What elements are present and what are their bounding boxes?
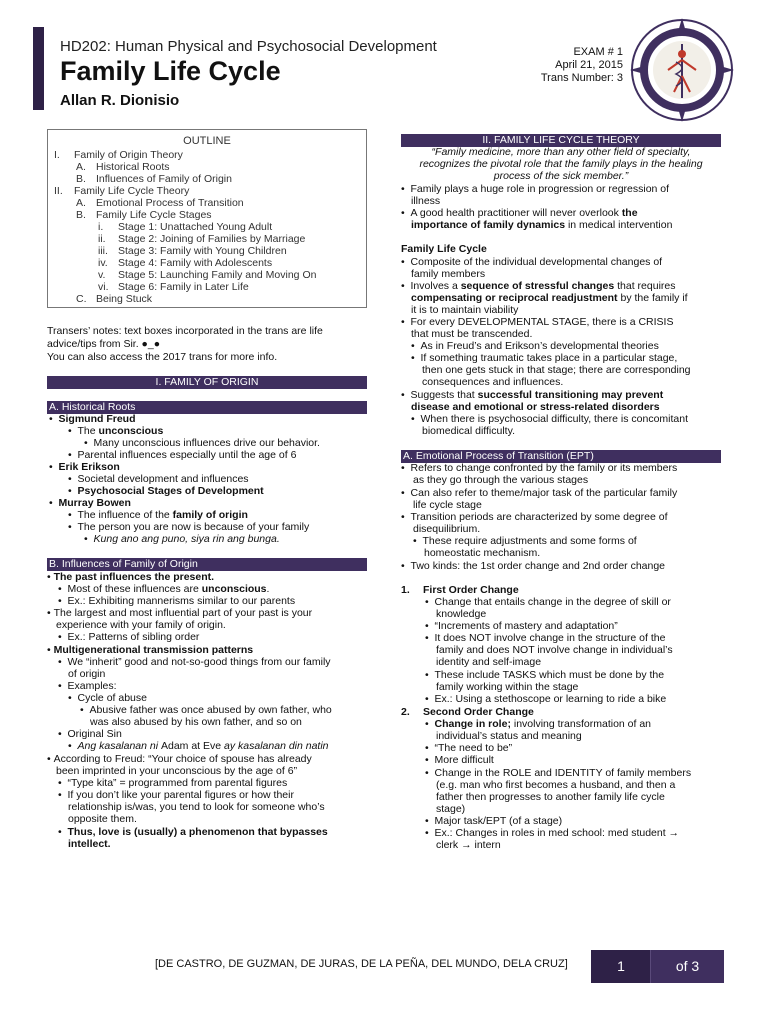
list-item: • Change in the ROLE and IDENTITY of family members xyxy=(425,767,692,779)
header-accent-bar xyxy=(33,27,44,110)
list-item-cont: experience with your family of origin. xyxy=(56,619,226,631)
list-item: • Ex.: Patterns of sibling order xyxy=(58,631,200,643)
list-item: • Suggests that successful transitioning may prevent xyxy=(401,389,664,401)
list-item: • Can also refer to theme/major task of the particular family xyxy=(401,487,678,499)
numbered-heading: Second Order Change xyxy=(423,706,534,718)
numbered-marker: 2. xyxy=(401,706,410,718)
list-item-cont: life cycle stage xyxy=(413,499,482,511)
author-name: Allan R. Dionisio xyxy=(60,92,180,109)
numbered-heading: First Order Change xyxy=(423,584,519,596)
page-title: Family Life Cycle xyxy=(60,56,281,86)
trans-number: Trans Number: 3 xyxy=(540,72,623,84)
list-item: • These include TASKS which must be done by the xyxy=(425,669,665,681)
list-item-cont: then one gets stuck in that stage; there are corresponding xyxy=(422,364,691,376)
list-item: • Multigenerational transmission patterns xyxy=(47,644,254,656)
list-item: • Transition periods are characterized by some degree of xyxy=(401,511,668,523)
list-item: • If something traumatic takes place in a particular stage, xyxy=(411,352,678,364)
list-item: • A good health practitioner will never overlook the xyxy=(401,207,638,219)
list-item-cont: that must be transcended. xyxy=(411,328,533,340)
list-item-cont: it is to maintain viability xyxy=(411,304,519,316)
outline-box: OUTLINE I. Family of Origin Theory A. Historical Roots B. Influences of Family of Origin II. Family Life Cycle Theory A. Emotional Process of Transition B. Family Life Cycle Stages i. Stage 1: Unattached Young Adult ii. Stage 2: Joining of Families by Marriage iii. Stage 3: Family with Young Children iv. Stage 4: Family with Adolescents v. Stage 5: Launching Family and Moving On vi. Stage 6: Family in Later Life C. Being Stuck xyxy=(47,129,367,308)
list-item-cont: intellect. xyxy=(68,838,111,850)
list-item: • Parental influences especially until the age of 6 xyxy=(68,449,297,461)
list-item-cont: individual’s status and meaning xyxy=(436,730,582,742)
notes-line: advice/tips from Sir. ●_● xyxy=(47,338,161,350)
list-item-cont: opposite them. xyxy=(68,813,137,825)
list-item-cont: homeostatic mechanism. xyxy=(424,547,541,559)
list-item: • When there is psychosocial difficulty, there is concomitant xyxy=(411,413,688,425)
list-item: • Murray Bowen xyxy=(49,497,131,509)
list-item: • Cycle of abuse xyxy=(68,692,147,704)
notes-line: Transers’ notes: text boxes incorporated in the trans are life xyxy=(47,325,323,337)
list-item: • The influence of the family of origin xyxy=(68,509,248,521)
subsection-header-ept: A. Emotional Process of Transition (EPT) xyxy=(401,450,721,463)
list-item: • Most of these influences are unconscious. xyxy=(58,583,270,595)
list-item: • Sigmund Freud xyxy=(49,413,136,425)
list-item-cont: identity and self-image xyxy=(436,656,542,668)
list-item: • The past influences the present. xyxy=(47,571,215,583)
list-item-cont: knowledge xyxy=(436,608,487,620)
list-item-cont: biomedical difficulty. xyxy=(422,425,515,437)
quote-line: “Family medicine, more than any other field of specialty, xyxy=(431,146,691,158)
list-item: • As in Freud’s and Erikson’s developmental theories xyxy=(411,340,659,352)
course-title: HD202: Human Physical and Psychosocial Development xyxy=(60,38,437,55)
list-item-cont: disequilibrium. xyxy=(413,523,481,535)
section-header-family-life-cycle: II. FAMILY LIFE CYCLE THEORY xyxy=(401,134,721,147)
exam-date: April 21, 2015 xyxy=(555,59,623,71)
list-item: • Composite of the individual developmental changes of xyxy=(401,256,663,268)
list-item: • Involves a sequence of stressful changes that requires xyxy=(401,280,676,292)
list-item: • Examples: xyxy=(58,680,117,692)
notes-line: You can also access the 2017 trans for more info. xyxy=(47,351,278,363)
list-item-cont: father then progresses to another family life cycle xyxy=(436,791,665,803)
list-item: • Ex.: Changes in roles in med school: med student → xyxy=(425,827,680,839)
list-item-cont: relationship is/was, you tend to look for someone who’s xyxy=(68,801,325,813)
list-item: • Abusive father was once abused by own father, who xyxy=(80,704,332,716)
list-item: • Change in role; involving transformation of an xyxy=(425,718,652,730)
page-number: 1 xyxy=(617,958,625,974)
subsection-header-influences: B. Influences of Family of Origin xyxy=(47,558,367,571)
list-item-cont: as they go through the various stages xyxy=(413,474,589,486)
list-item: • The person you are now is because of your family xyxy=(68,521,310,533)
list-item: • These require adjustments and some forms of xyxy=(413,535,637,547)
list-item-cont: (e.g. man who first becomes a husband, and then a xyxy=(436,779,676,791)
footer-authors: [DE CASTRO, DE GUZMAN, DE JURAS, DE LA PEÑA, DEL MUNDO, DELA CRUZ] xyxy=(155,958,568,970)
outline-heading: OUTLINE xyxy=(183,135,231,147)
list-item: • According to Freud: “Your choice of spouse has already xyxy=(47,753,312,765)
list-item: • Major task/EPT (of a stage) xyxy=(425,815,563,827)
list-item-cont: family and does NOT involve change in individual’s xyxy=(436,644,673,656)
list-item-cont: of origin xyxy=(68,668,106,680)
numbered-marker: 1. xyxy=(401,584,410,596)
list-item: • We “inherit” good and not-so-good things from our family xyxy=(58,656,331,668)
list-item: • Many unconscious influences drive our behavior. xyxy=(84,437,320,449)
list-item: • The unconscious xyxy=(68,425,164,437)
list-item: • Psychosocial Stages of Development xyxy=(68,485,264,497)
list-item: • Ang kasalanan ni Adam at Eve ay kasalanan din natin xyxy=(68,740,329,752)
subheading: Family Life Cycle xyxy=(401,243,487,255)
list-item: • Ex.: Using a stethoscope or learning to ride a bike xyxy=(425,693,667,705)
list-item-cont: family working within the stage xyxy=(436,681,579,693)
list-item: • “The need to be” xyxy=(425,742,513,754)
list-item: • Two kinds: the 1st order change and 2nd order change xyxy=(401,560,666,572)
list-item-cont: family members xyxy=(411,268,486,280)
list-item: • Refers to change confronted by the family or its members xyxy=(401,462,678,474)
list-item-cont: compensating or reciprocal readjustment by the family if xyxy=(411,292,688,304)
list-item: • Erik Erikson xyxy=(49,461,120,473)
list-item: • Family plays a huge role in progression or regression of xyxy=(401,183,670,195)
list-item: • Thus, love is (usually) a phenomenon that bypasses xyxy=(58,826,328,838)
caduceus-seal-icon xyxy=(628,14,736,124)
subsection-header-historical-roots: A. Historical Roots xyxy=(47,401,367,414)
list-item: • Ex.: Exhibiting mannerisms similar to our parents xyxy=(58,595,296,607)
list-item: • For every DEVELOPMENTAL STAGE, there is a CRISIS xyxy=(401,316,674,328)
exam-number: EXAM # 1 xyxy=(573,46,623,58)
quote-line: recognizes the pivotal role that the family plays in the healing xyxy=(419,158,703,170)
exam-meta xyxy=(541,46,623,85)
list-item: • The largest and most influential part of your past is your xyxy=(47,607,313,619)
list-item: • “Type kita” = programmed from parental figures xyxy=(58,777,288,789)
list-item-cont: importance of family dynamics in medical intervention xyxy=(411,219,673,231)
list-item: • “Increments of mastery and adaptation” xyxy=(425,620,618,632)
page-total: of 3 xyxy=(651,950,724,983)
list-item-cont: clerk → intern xyxy=(436,839,501,851)
list-item: • Societal development and influences xyxy=(68,473,249,485)
section-header-family-of-origin: I. FAMILY OF ORIGIN xyxy=(47,376,367,389)
list-item: • Original Sin xyxy=(58,728,122,740)
list-item-cont: consequences and influences. xyxy=(422,376,564,388)
list-item: • Change that entails change in the degree of skill or xyxy=(425,596,671,608)
list-item: • More difficult xyxy=(425,754,494,766)
list-item: • Kung ano ang puno, siya rin ang bunga. xyxy=(84,533,280,545)
list-item-cont: been imprinted in your unconscious by the age of 6” xyxy=(56,765,298,777)
quote-line: process of the sick member.” xyxy=(493,170,629,182)
list-item-cont: illness xyxy=(411,195,441,207)
list-item-cont: stage) xyxy=(436,803,466,815)
list-item-cont: disease and emotional or stress-related disorders xyxy=(411,401,660,413)
list-item: • If you don’t like your parental figures or how their xyxy=(58,789,294,801)
list-item: • It does NOT involve change in the structure of the xyxy=(425,632,666,644)
list-item-cont: was also abused by his own father, and so on xyxy=(90,716,302,728)
